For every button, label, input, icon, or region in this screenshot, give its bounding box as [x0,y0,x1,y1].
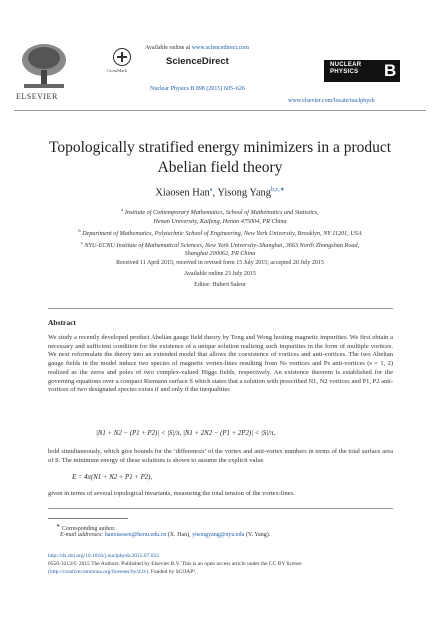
received-dates: Received 11 April 2015; received in revised form 15 July 2015; accepted 20 July 2015 [116,260,324,266]
npb-logo-text: NUCLEAR PHYSICS [330,62,362,75]
crossmark-label: CrossMark [107,68,127,73]
email-link[interactable]: yisongyang@nyu.edu [192,532,245,538]
online-date: Available online 23 July 2015 [184,271,256,277]
abstract-top-divider [48,308,393,309]
license-link[interactable]: (http://creativecommons.org/licenses/by/4.0/). [48,569,150,575]
abstract-paragraph: We study a recently developed product Abelian gauge field theory by Tong and Wong hosting magnetic impurities. We first obtain a necessary and sufficient condition for the existence of a unique solution realizing such impurities in the form of multiple vortices. We next reformulate the theory into an extended model that allows the coexistence of vortices and anti-vortices. The two Abelian gauge fields in the model induce two species of magnetic vortex-lines resulting from Ns vortices and Ps anti-vortices (s = 1, 2) realized as the zeros and poles of two complex-valued Higgs fields, respectively. An existence theorem is established for the governing equations over a compact Riemann surface S which states that a solution with prescribed N1, N2 vortices and P1, P2 anti-vortices of two designated species exists if and only if the inequalities [48,334,393,394]
author-affil-sup[interactable]: a [209,187,213,193]
article-history [40,258,400,291]
journal-url-link[interactable]: www.elsevier.com/locate/nuclphysb [288,98,375,104]
journal-header [0,0,440,108]
abstract-heading: Abstract [48,318,76,327]
affiliation-line: Henan University, Kaifeng, Henan 475004, PR China [153,217,287,225]
email-link[interactable]: hanxiaosen@henu.edu.cn [104,532,167,538]
doi-block [48,552,302,576]
affiliation-line: $^b$ Department of Mathematics, Polytechnic School of Engineering, New York University, Brooklyn, NY 11201, USA [78,227,362,237]
editor-line: Editor: Hubert Saleur [194,282,246,288]
affiliation-line: $^c$ NYU-ECNU Institute of Mathematical Sciences, New York University–Shanghai, 3663 North Zhongshan Road, [80,239,360,249]
equation-inequalities: |N1 + N2 − (P1 + P2)| < |S|/π, |N1 + 2N2 − (P1 + 2P2)| < |S|/π, [96,430,276,437]
affiliation-line: $^a$ Institute of Contemporary Mathematics, School of Mathematics and Statistics, [121,207,319,217]
sciencedirect-logo: ScienceDirect [166,56,229,67]
abstract-paragraph: hold simultaneously, which give bounds for the ‘differences’ of the vortex and anti-vortex numbers in terms of the total surface area of S. The minimum energy of these solutions is shown to assume the explicit value [48,448,393,464]
journal-reference[interactable]: Nuclear Physics B 898 (2015) 605–626 [150,86,245,92]
footnote-divider [48,518,128,519]
copyright-line: 0550-3213/© 2015 The Authors. Published by Elsevier B.V. This is an open access article under the CC BY license [48,561,302,567]
author-list: Xiaosen Han$^a$, Yisong Yang$^{b,c,∗}$ [155,187,285,199]
funding-note: Funded by SCOAP³. [149,569,197,575]
header-divider [14,110,426,111]
doi-link[interactable]: http://dx.doi.org/10.1016/j.nuclphysb.2015.07.022 [48,553,159,559]
crossmark-icon[interactable] [113,48,131,66]
affiliations [44,206,396,259]
author-name: Xiaosen Han [155,187,210,199]
paper-title: Topologically stratified energy minimizers in a product Abelian field theory [48,139,392,176]
available-online-line: Available online at www.sciencedirect.com [145,45,249,51]
sciencedirect-link[interactable]: www.sciencedirect.com [191,45,249,51]
email-addresses: E-mail addresses: hanxiaosen@henu.edu.cn (X. Han), yisongyang@nyu.edu (Y. Yang). [60,532,271,538]
publisher-name: ELSEVIER [16,92,58,101]
author-affil-sup[interactable]: b,c,∗ [271,187,285,193]
corresponding-author-note: ∗ Corresponding author. [56,524,116,532]
abstract-paragraph: given in terms of several topological invariants, measuring the total tension of the vortex-lines. [48,490,295,497]
npb-logo-letter: B [384,61,397,80]
equation-energy: E = 4π(N1 + N2 + P1 + P2), [72,474,153,481]
abstract-bottom-divider [48,508,393,509]
elsevier-tree-logo-icon [14,40,74,92]
author-name: Yisong Yang [217,187,272,199]
affiliation-line: Shanghai 200062, PR China [184,250,256,258]
